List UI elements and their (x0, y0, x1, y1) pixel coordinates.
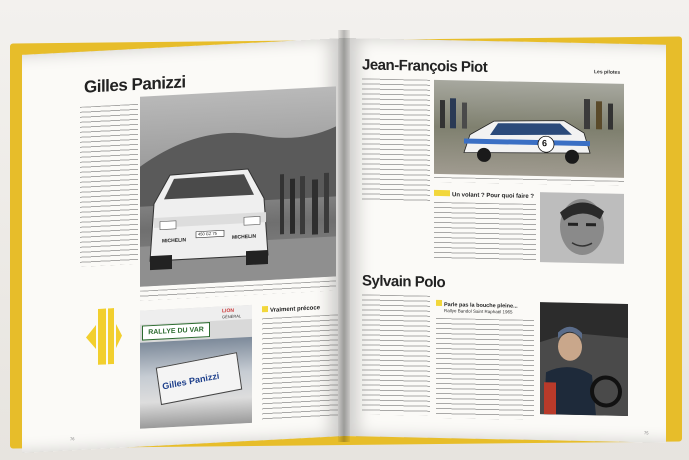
sponsor-label-2: MICHELIN (232, 233, 257, 241)
chevron-mark-icon (84, 308, 124, 366)
section-2-body (436, 318, 534, 420)
right-title-piot: Jean-François Piot (362, 56, 488, 76)
left-page (22, 38, 344, 453)
piot-portrait (540, 192, 624, 264)
running-header: Les pilotes (594, 69, 621, 76)
banner-lion: LION (222, 307, 234, 315)
sponsor-label-1: MICHELIN (162, 237, 187, 245)
rally-banner: RALLYE DU VAR (142, 322, 210, 341)
portrait-illustration (540, 192, 624, 264)
polo-intro-text (362, 294, 430, 415)
rally-car-photo (140, 86, 336, 286)
rally-du-var-photo (140, 305, 252, 429)
driver-illustration (540, 302, 628, 416)
piot-intro-text (362, 78, 430, 203)
piot-car-photo (434, 80, 624, 178)
book-gutter (338, 30, 350, 442)
left-page-number: 76 (70, 436, 75, 442)
right-page (344, 38, 666, 443)
polo-in-car-photo (540, 302, 628, 416)
rally-car-illustration (140, 86, 336, 286)
section-body-text (262, 314, 338, 422)
blue-rally-car (434, 80, 624, 178)
piot-caption (434, 177, 624, 186)
right-title-polo: Sylvain Polo (362, 272, 446, 292)
right-page-number: 75 (644, 430, 649, 436)
left-section-heading: Vraiment précoce (262, 303, 320, 314)
right-section-heading-2: Parle pas la bouche pleine... (436, 300, 518, 310)
section-1-body (434, 202, 536, 262)
car-number: 6 (542, 138, 548, 149)
left-page-title: Gilles Panizzi (84, 72, 186, 97)
car-side-text: Gilles Panizzi (161, 370, 220, 392)
section-2-subheading: Rallye Bandol Saint Raphaël 1965 (444, 308, 513, 315)
right-section-heading-1: Un volant ? Pour quoi faire ? (434, 190, 534, 200)
car-plate: 450 GZ 75 (198, 230, 217, 237)
banner-general: GÉNÉRAL (222, 313, 242, 320)
intro-text (80, 104, 138, 267)
